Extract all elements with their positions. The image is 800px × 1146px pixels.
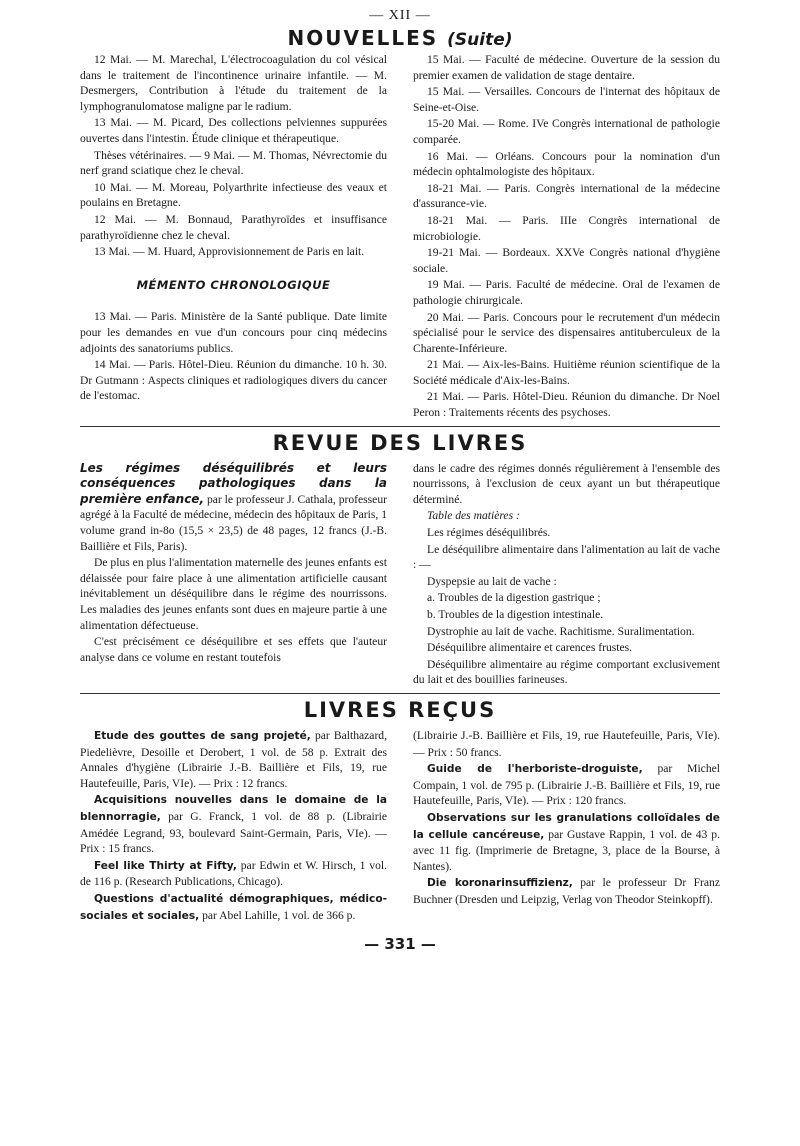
memento-entry: 16 Mai. — Orléans. Concours pour la nomination d'un médecin ophtalmologiste des hôpitaux. [413, 149, 720, 179]
book-received [80, 891, 387, 924]
book-received [413, 810, 720, 874]
book-received-text: par Abel Lahille, 1 vol. de 366 p. [202, 908, 356, 922]
review-paragraph: De plus en plus l'alimentation maternelle des jeunes enfants est délaissée pour faire place à une alimentation artificielle causant inévitablement un déséquilibre dans le régime des nourrissons. Les maladies des jeunes enfants sont dues en majeure partie à une alimentation défectueuse. [80, 556, 387, 632]
toc-item: Déséquilibre alimentaire et carences frustes. [427, 641, 633, 655]
book-received-title: Guide de l'herboriste-droguiste, [427, 763, 643, 776]
nouvelles-right-column [413, 52, 720, 422]
book-received [80, 858, 387, 890]
book-received [80, 792, 387, 856]
toc-item: a. Troubles de la digestion gastrique ; [427, 591, 601, 605]
book-received-title: Etude des gouttes de sang projeté, [94, 729, 311, 742]
revue-left-column [80, 461, 387, 689]
memento-entry: 19 Mai. — Paris. Faculté de médecine. Oral de l'examen de pathologie chirurgicale. [413, 278, 720, 307]
memento-heading: MÉMENTO CHRONOLOGIQUE [136, 277, 331, 292]
nouvelles-entry: 10 Mai. — M. Moreau, Polyarthrite infectieuse des veaux et poulains en Bretagne. [80, 180, 387, 210]
memento-entry: 15-20 Mai. — Rome. IVe Congrès international de pathologie comparée. [413, 117, 720, 146]
memento-entry: 20 Mai. — Paris. Concours pour le recrutement d'un médecin spécialisé pour le service des dispensaires antituberculeux de la Charente-Inférieure. [413, 310, 720, 355]
book-received-title: Observations sur les granulations colloïdales de la cellule cancéreuse, [413, 811, 720, 841]
nouvelles-title: NOUVELLES [287, 26, 439, 50]
memento-entry: 21 Mai. — Aix-les-Bains. Huitième réunion scientifique de la Société médicale d'Aix-les-Bains. [413, 358, 720, 387]
revue-right-column [413, 461, 720, 689]
book-received-title: Die koronarinsuffizienz, [427, 877, 573, 890]
toc-item: Les régimes déséquilibrés. [427, 526, 551, 540]
book-received [413, 728, 720, 760]
revue-columns [80, 461, 720, 689]
livres-left-column [80, 728, 387, 925]
memento-entry: 15 Mai. — Versailles. Concours de l'internat des hôpitaux de Seine-et-Oise. [413, 85, 720, 114]
nouvelles-left-column [80, 52, 387, 422]
divider [80, 693, 720, 694]
memento-entry: 18-21 Mai. — Paris. Congrès international de la médecine d'assurance-vie. [413, 181, 720, 211]
toc-title: Table des matières : [427, 509, 520, 523]
livres-columns [80, 728, 720, 925]
divider [80, 426, 720, 427]
toc-item: Déséquilibre alimentaire au régime comportant exclusivement du lait et des bouillies farineuses. [413, 657, 720, 687]
book-received-text: par Edwin et W. Hirsch, 1 vol. de 116 p. (Research Publications, Chicago). [80, 858, 387, 889]
book-entry [80, 461, 387, 555]
book-received-text: par Michel Compain, 1 vol. de 795 p. (Librairie J.-B. Baillière et Fils, 19, rue Hautefeuille, Paris, VIe). — Prix : 120 francs. [413, 762, 720, 808]
book-received-title: Acquisitions nouvelles dans le domaine de la blennorragie, [80, 794, 387, 823]
nouvelles-columns [80, 52, 720, 422]
book-received [80, 728, 387, 791]
book-reference: par le professeur J. Cathala, professeur agrégé à la Faculté de médecine, médecin des hôpitaux de Paris, 1 volume grand in-8o (15,5 × 23,5) de 48 pages, 12 francs (J.-B. Baillière et Fils, Paris). [80, 492, 387, 553]
book-received-title: Questions d'actualité démographiques, médico-sociales et sociales, [80, 892, 387, 922]
livres-right-column [413, 728, 720, 925]
nouvelles-entry: 12 Mai. — M. Marechal, L'électrocoagulation du col vésical dans le traitement de l'incontinence urinaire infantile. — M. Desmergers, Contribution à l'étude du traitement de la lymphogranulomatose maligne par le radium. [80, 53, 387, 113]
book-received [413, 875, 720, 907]
toc-item: b. Troubles de la digestion intestinale. [427, 608, 604, 621]
review-paragraph: C'est précisément ce déséquilibre et ses effets que l'auteur analyse dans ce volume en restant toutefois [80, 635, 387, 664]
toc-item: Dyspepsie au lait de vache : [427, 574, 557, 588]
book-received-text: par Balthazard, Piedelièvre, Desoille et Derobert, 1 vol. de 58 p. Extrait des Annales d'hygiène (Librairie J.-B. Baillière et Fils, 19, rue Hautefeuille, Paris, VIe). — Prix : 12 francs. [80, 728, 387, 790]
section-title-nouvelles [80, 26, 720, 52]
book-received-title: Feel like Thirty at Fifty, [94, 859, 237, 872]
toc-item: Dystrophie au lait de vache. Rachitisme. Suralimentation. [427, 624, 695, 638]
section-title-livres: LIVRES REÇUS [303, 697, 497, 722]
section-title-revue: REVUE DES LIVRES [272, 430, 528, 455]
toc-item: Le déséquilibre alimentaire dans l'alimentation au lait de vache : — [413, 542, 720, 572]
nouvelles-entry: 13 Mai. — M. Picard, Des collections pelviennes suppurées ouvertes dans l'intestin. Étude clinique et thérapeutique. [80, 116, 387, 145]
memento-entry: 21 Mai. — Paris. Hôtel-Dieu. Réunion du dimanche. Dr Noel Peron : Traitements récents des psychoses. [413, 390, 720, 420]
memento-entry: 18-21 Mai. — Paris. IIIe Congrès international de microbiologie. [413, 213, 720, 243]
memento-entry: 14 Mai. — Paris. Hôtel-Dieu. Réunion du dimanche. 10 h. 30. Dr Gutmann : Aspects cliniques et radiologiques divers du cancer de l'estomac. [80, 358, 387, 403]
nouvelles-entry: 12 Mai. — M. Bonnaud, Parathyroïdes et insuffisance parathyroïdienne chez le cheval. [80, 212, 387, 242]
book-received-text: par Gustave Rappin, 1 vol. de 43 p. avec 11 fig. (Imprimerie de Bretagne, 3, place de la Bourse, à Nantes). [413, 827, 720, 873]
book-received [413, 761, 720, 809]
memento-entry: 19-21 Mai. — Bordeaux. XXVe Congrès national d'hygiène sociale. [413, 246, 720, 275]
nouvelles-suffix: (Suite) [447, 30, 513, 50]
nouvelles-entry: 13 Mai. — M. Huard, Approvisionnement de Paris en lait. [94, 245, 365, 259]
memento-entry: 15 Mai. — Faculté de médecine. Ouverture de la session du premier examen de validation de stage dentaire. [413, 53, 720, 82]
page [80, 0, 720, 1146]
book-received-text: (Librairie J.-B. Baillière et Fils, 19, rue Hautefeuille, Paris, VIe). — Prix : 50 francs. [413, 728, 720, 759]
book-received-text: par le professeur Dr Franz Buchner (Dresden und Leipzig, Verlag von Theodor Steinkopff). [413, 876, 720, 906]
nouvelles-entry: Thèses vétérinaires. — 9 Mai. — M. Thomas, Névrectomie du nerf grand sciatique chez le cheval. [80, 148, 387, 178]
roman-page-number: — XII — [369, 8, 431, 23]
page-number: — 331 — [364, 935, 436, 954]
book-received-text: par G. Franck, 1 vol. de 88 p. (Librairie Amédée Legrand, 93, boulevard Saint-Germain, Paris, VIe). — Prix : 15 francs. [80, 809, 387, 856]
memento-entry: 13 Mai. — Paris. Ministère de la Santé publique. Date limite pour les demandes en vue d'un concours pour cinq médecins adjoints des sanatoriums publics. [80, 310, 387, 355]
book-title: Les régimes déséquilibrés et leurs conséquences pathologiques dans la première enfance, [80, 460, 387, 506]
review-paragraph: dans le cadre des régimes donnés régulièrement à l'ensemble des nourrissons, à l'exclusion de ceux ayant un but thérapeutique déterminé. [413, 461, 720, 506]
